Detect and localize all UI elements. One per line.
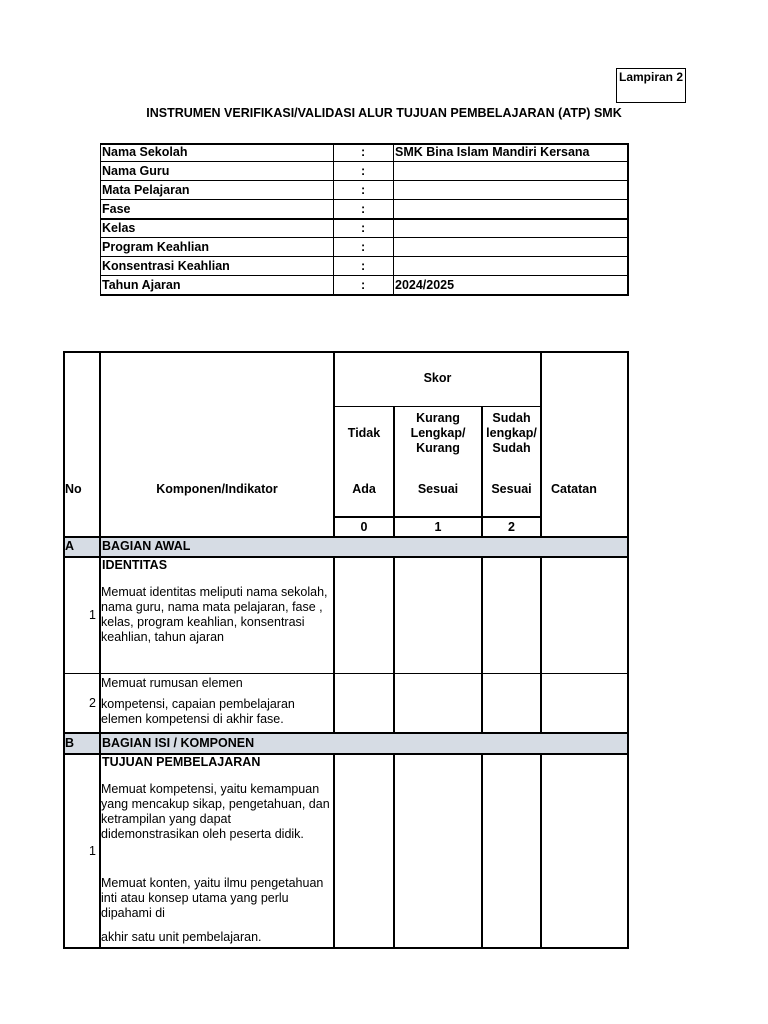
info-label-program-keahlian: Program Keahlian: [102, 240, 209, 254]
info-colon: :: [361, 202, 366, 216]
score-0: 0: [360, 520, 368, 534]
lampiran-label: Lampiran 2: [616, 68, 686, 103]
a-row1-text: Memuat identitas meliputi nama sekolah, nama guru, nama mata pelajaran, fase , kelas, program keahlian, konsentrasi keahlian, tahun ajaran: [101, 585, 328, 644]
section-a-title: BAGIAN AWAL: [102, 539, 191, 553]
header-kurang-line1: Kurang: [416, 411, 460, 425]
header-ada: Ada: [352, 482, 376, 496]
info-label-konsentrasi-keahlian: Konsentrasi Keahlian: [102, 259, 230, 273]
header-kurang-line2: Lengkap/: [410, 426, 466, 440]
header-sudah-line2: lengkap/: [486, 426, 537, 440]
score-1: 1: [434, 520, 442, 534]
header-kurang-sesuai: Sesuai: [417, 482, 459, 496]
info-label-tahun-ajaran: Tahun Ajaran: [102, 278, 181, 292]
info-label-nama-guru: Nama Guru: [102, 164, 170, 178]
info-colon: :: [361, 221, 366, 235]
info-value-tahun-ajaran: 2024/2025: [395, 278, 455, 292]
section-b-code: B: [65, 736, 75, 750]
b-row1-no: 1: [89, 844, 96, 858]
section-b-title: BAGIAN ISI / KOMPONEN: [102, 736, 255, 750]
header-sudah-sesuai: Sesuai: [491, 482, 532, 496]
info-colon: :: [361, 183, 366, 197]
b-row1-text1: Memuat kompetensi, yaitu kemampuan yang mencakup sikap, pengetahuan, dan ketrampilan yang dapat didemonstrasikan oleh peserta didik.: [101, 782, 330, 841]
info-colon: :: [361, 240, 366, 254]
b-row1-heading: TUJUAN PEMBELAJARAN: [102, 755, 261, 769]
b-row1-text3: akhir satu unit pembelajaran.: [101, 930, 262, 944]
a-row1-heading: IDENTITAS: [102, 558, 168, 572]
header-kurang-line3: Kurang: [416, 441, 460, 455]
header-sudah-line3: Sudah: [492, 441, 531, 455]
a-row2-no: 2: [89, 696, 96, 710]
a-row2-line1: Memuat rumusan elemen: [101, 676, 243, 690]
info-label-mata-pelajaran: Mata Pelajaran: [102, 183, 190, 197]
header-tidak: Tidak: [347, 426, 381, 440]
a-row2-line2: kompetensi, capaian pembelajaran elemen kompetensi di akhir fase.: [101, 697, 295, 726]
info-label-nama-sekolah: Nama Sekolah: [102, 145, 188, 159]
a-row1-no: 1: [89, 608, 96, 622]
header-skor: Skor: [423, 371, 452, 385]
document-title: INSTRUMEN VERIFIKASI/VALIDASI ALUR TUJUAN PEMBELAJARAN (ATP) SMK: [146, 106, 622, 120]
info-label-kelas: Kelas: [102, 221, 136, 235]
header-komponen: Komponen/Indikator: [156, 482, 278, 496]
header-catatan: Catatan: [551, 482, 597, 496]
section-a-code: A: [65, 539, 75, 553]
info-colon: :: [361, 259, 366, 273]
info-colon: :: [361, 164, 366, 178]
score-2: 2: [508, 520, 515, 534]
info-value-nama-sekolah: SMK Bina Islam Mandiri Kersana: [395, 145, 590, 159]
info-label-fase: Fase: [102, 202, 131, 216]
b-row1-text2: Memuat konten, yaitu ilmu pengetahuan inti atau konsep utama yang perlu dipahami di: [101, 876, 324, 920]
header-no: No: [65, 482, 82, 496]
header-sudah-line1: Sudah: [492, 411, 531, 425]
info-colon: :: [361, 278, 366, 292]
info-colon: :: [361, 145, 366, 159]
